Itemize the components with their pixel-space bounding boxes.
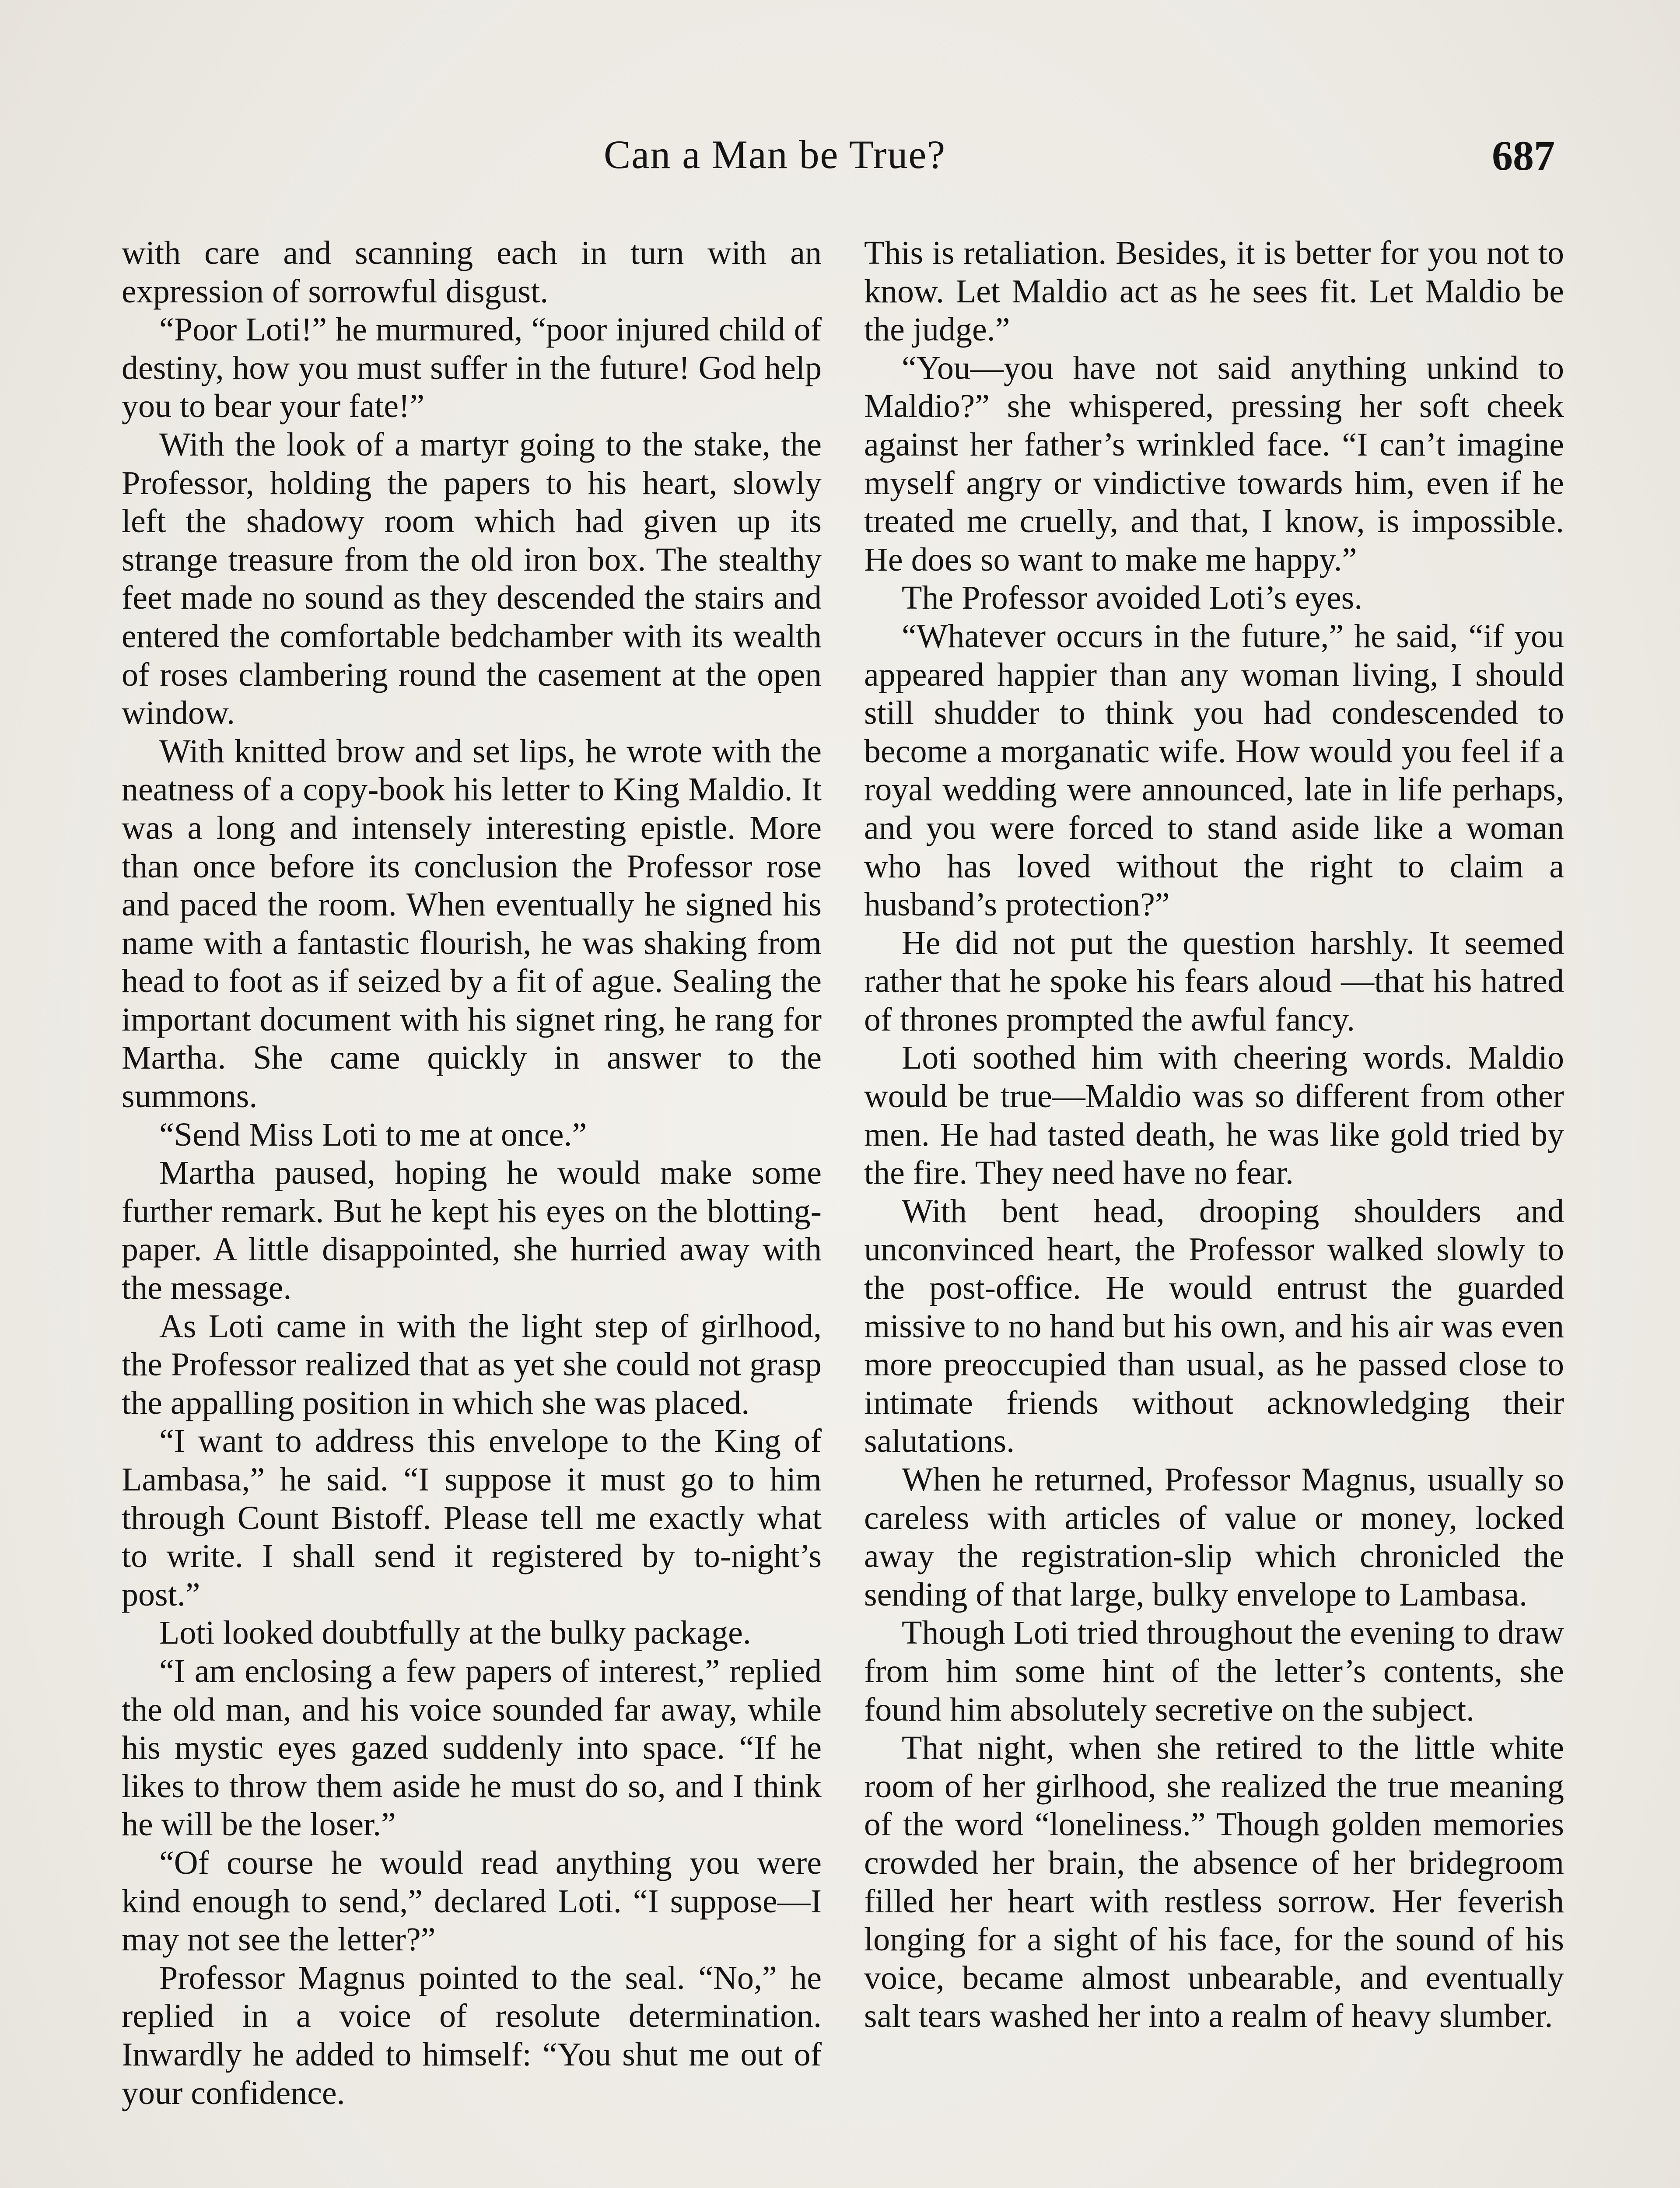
paragraph: That night, when she retired to the little white room of her girlhood, she realized the true meaning of the word “loneliness.” Though golden memories crowded her brain, the absence of her bridegroom filled her heart with restless sorrow. Her feverish longing for a sight of his face, for the sound of his voice, became almost unbearable, and eventually salt tears washed her into a realm of heavy slumber.: [864, 1729, 1564, 2035]
paragraph: With bent head, drooping shoulders and unconvinced heart, the Professor walked slowly to the post-office. He would entrust the guarded missive to no hand but his own, and his air was even more preoccupied than usual, as he passed close to intimate friends without acknowledging their salutations.: [864, 1192, 1564, 1460]
paragraph: With the look of a martyr going to the stake, the Professor, holding the papers to his heart, slowly left the shadowy room which had given up its strange treasure from the old iron box. The stealthy feet made no sound as they descended the stairs and entered the comfortable bedchamber with its wealth of roses clambering round the casement at the open window.: [122, 426, 822, 732]
paragraph: “Whatever occurs in the future,” he said, “if you appeared happier than any woman living, I should still shudder to think you had condescended to become a morganatic wife. How would you feel if a royal wedding were announced, late in life perhaps, and you were forced to stand aside like a woman who has loved without the right to claim a husband’s protection?”: [864, 617, 1564, 923]
paragraph: With knitted brow and set lips, he wrote with the neatness of a copy-book his letter to King Maldio. It was a long and intensely interesting epistle. More than once before its conclusion the Professor rose and paced the room. When eventually he signed his name with a fantastic flourish, he was shaking from head to foot as if seized by a fit of ague. Sealing the important document with his signet ring, he rang for Martha. She came quickly in answer to the summons.: [122, 733, 822, 1115]
paragraph: “I want to address this envelope to the King of Lambasa,” he said. “I suppose it must go to him through Count Bistoff. Please tell me exactly what to write. I shall send it registered by to-night’s post.”: [122, 1423, 822, 1613]
paragraph: Loti looked doubtfully at the bulky package.: [159, 1614, 751, 1652]
paragraph: As Loti came in with the light step of girlhood, the Professor realized that as yet she could not grasp the appalling position in which she was placed.: [122, 1308, 822, 1421]
running-title: Can a Man be True?: [604, 132, 946, 177]
right-text-column: [864, 234, 1564, 2036]
page-number: 687: [1492, 132, 1555, 179]
paragraph: “Of course he would read anything you were kind enough to send,” declared Loti. “I suppose—I may not see the letter?”: [122, 1844, 822, 1958]
paragraph: He did not put the question harshly. It seemed rather that he spoke his fears aloud —that his hatred of thrones prompted the awful fancy.: [864, 924, 1564, 1038]
paragraph: “Poor Loti!” he murmured, “poor injured child of destiny, how you must suffer in the future! God help you to bear your fate!”: [122, 311, 822, 425]
paragraph: Martha paused, hoping he would make some further remark. But he kept his eyes on the blotting-paper. A little disappointed, she hurried away with the message.: [122, 1154, 822, 1307]
paragraph: Though Loti tried throughout the evening to draw from him some hint of the letter’s contents, she found him absolutely secretive on the subject.: [864, 1614, 1564, 1728]
paragraph: When he returned, Professor Magnus, usually so careless with articles of value or money, locked away the registration-slip which chronicled the sending of that large, bulky envelope to Lambasa.: [864, 1461, 1564, 1613]
left-text-column: [122, 234, 822, 2112]
paragraph: Loti soothed him with cheering words. Maldio would be true—Maldio was so different from other men. He had tasted death, he was like gold tried by the fire. They need have no fear.: [864, 1039, 1564, 1192]
paragraph: “I am enclosing a few papers of interest,” replied the old man, and his voice sounded far away, while his mystic eyes gazed suddenly into space. “If he likes to throw them aside he must do so, and I think he will be the loser.”: [122, 1652, 822, 1843]
paragraph: with care and scanning each in turn with an expression of sorrowful disgust.: [122, 235, 822, 310]
paragraph: “You—you have not said anything unkind to Maldio?” she whispered, pressing her soft cheek against her father’s wrinkled face. “I can’t imagine myself angry or vindictive towards him, even if he treated me cruelly, and that, I know, is impossible. He does so want to make me happy.”: [864, 349, 1564, 578]
paragraph: “Send Miss Loti to me at once.”: [159, 1116, 587, 1153]
paragraph: The Professor avoided Loti’s eyes.: [902, 579, 1363, 617]
paragraph: Professor Magnus pointed to the seal. “No,” he replied in a voice of resolute determination. Inwardly he added to himself: “You shut me out of your confidence.: [122, 1959, 822, 2111]
paragraph: This is retaliation. Besides, it is better for you not to know. Let Maldio act as he sees fit. Let Maldio be the judge.”: [864, 235, 1564, 348]
